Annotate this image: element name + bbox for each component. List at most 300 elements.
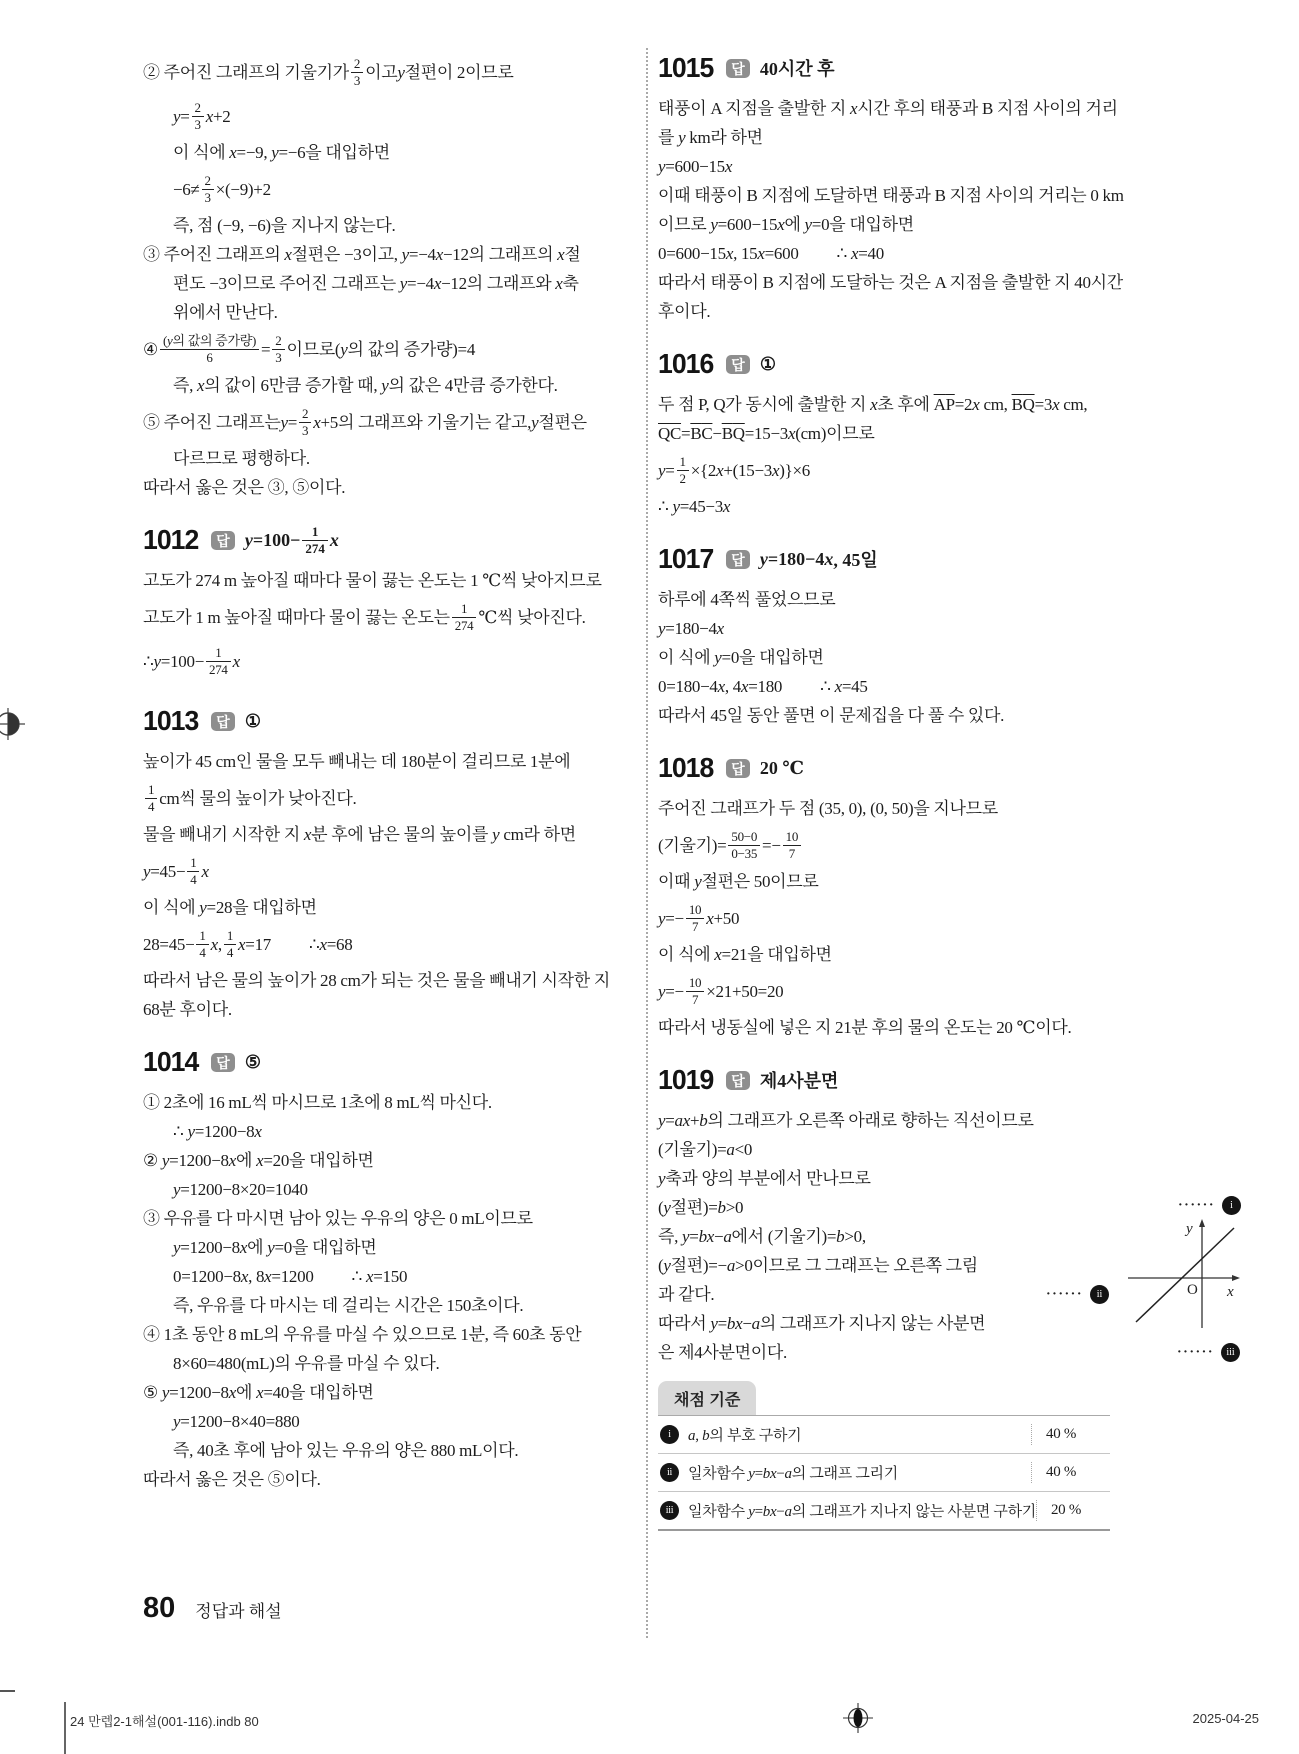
text-run: 다르므로 평행하다. (173, 449, 310, 468)
problem-number: 1013 (143, 705, 199, 736)
solution-line (143, 1378, 648, 1407)
fraction-denominator: 3 (353, 72, 361, 88)
solution-line (143, 269, 648, 298)
text-run: 따라서 남은 물의 높이가 28 cm가 되는 것은 물을 빼내기 시작한 지 (143, 971, 610, 990)
math-variable: y (682, 1227, 690, 1246)
text-run: , (733, 244, 741, 263)
rubric-criterion (679, 1462, 1031, 1483)
math-variable: y (748, 1466, 755, 1482)
answer-badge: 답 (726, 759, 750, 778)
text-run: ∴ (836, 244, 851, 263)
math-variable: x (319, 934, 327, 954)
text-run: 따라서 (658, 1314, 711, 1333)
solution-line (143, 966, 648, 995)
text-run: 즉, 점 (173, 216, 218, 235)
fraction-numerator: 10 (686, 975, 704, 991)
math-run: ×(−9)+2 (215, 179, 271, 199)
fraction (728, 829, 760, 861)
answer-badge: 답 (726, 1071, 750, 1090)
fraction-numerator: 1 (224, 928, 236, 944)
math-run: y=1200−8x (161, 1383, 236, 1402)
fraction (686, 975, 704, 1007)
math-run: y=bx−a (682, 1227, 732, 1246)
math-variable: y (267, 1238, 275, 1257)
math-run: y=− (658, 981, 684, 1001)
overline-segment (1012, 395, 1035, 414)
marker-dots: ······ (1178, 1197, 1216, 1213)
text-run: (mL)의 우유를 마실 수 있다. (240, 1354, 440, 1373)
registration-mark-icon (843, 1703, 873, 1733)
math-run (211, 930, 218, 959)
math-variable: x (228, 1383, 236, 1402)
text-run: 의 그래프의 (468, 245, 558, 264)
math-variable: x (366, 1267, 374, 1286)
math-variable: y (143, 861, 151, 881)
math-variable: b (762, 1504, 770, 1520)
math-variable: x (240, 1267, 249, 1286)
math-variable: x (769, 1504, 777, 1520)
math-variable: x (706, 908, 714, 928)
graph-line (1136, 1228, 1234, 1322)
y-axis-label: y (1186, 1221, 1193, 1237)
math-variable: b (702, 1428, 710, 1444)
math-variable: y (187, 1122, 195, 1141)
math-run (397, 58, 404, 87)
text-run: 절편) (670, 1198, 709, 1217)
crop-mark-icon (0, 1690, 15, 1692)
solution-line (658, 614, 1268, 643)
text-run: 즉, (658, 1227, 683, 1246)
problem-number: 1017 (658, 543, 714, 574)
math-variable: y (153, 651, 161, 671)
solution-line (143, 1436, 648, 1465)
math-variable: x (682, 1111, 690, 1130)
fraction-numerator: 1 (187, 855, 199, 871)
math-run: =b>0 (826, 1227, 862, 1246)
rubric-title: 채점 기준 (658, 1381, 756, 1415)
answer-badge: 답 (211, 531, 235, 550)
text-run: 이므로 그 그래프는 오른쪽 그림 (752, 1256, 978, 1275)
fraction (351, 56, 363, 88)
text-run: 을 대입하면 (291, 1238, 377, 1257)
math-variable: x (210, 934, 218, 954)
text-run: 의 값이 6만큼 증가할 때, (204, 376, 382, 395)
text-run: ① 2초에 16 mL씩 마시므로 1초에 8 mL씩 마신다. (143, 1093, 492, 1112)
math-variable: x (256, 1383, 264, 1402)
answer-text (760, 758, 804, 779)
math-run: y=− (658, 908, 684, 928)
math-run (663, 1198, 670, 1217)
page-footer (143, 1592, 282, 1625)
fraction (145, 782, 157, 814)
answer-badge: 답 (211, 1053, 235, 1072)
math-run: 0=180−4x (658, 677, 725, 696)
text-run: 의 그래프와 기울기는 같고, (337, 412, 532, 432)
math-run: y= (280, 412, 298, 432)
step-marker-iii-icon: iii (660, 1501, 679, 1520)
solution-line (658, 585, 1268, 614)
math-run: − (712, 424, 722, 443)
math-variable: y (658, 908, 666, 928)
page-number: 80 (143, 1592, 176, 1624)
text-run: , (724, 677, 733, 696)
math-run: (35, 0) (818, 799, 863, 818)
math-variable: x (284, 245, 292, 264)
fraction-denominator: 274 (454, 617, 474, 633)
fraction-numerator: 2 (272, 333, 284, 349)
math-run: x+2 (205, 106, 231, 126)
left-column (143, 50, 648, 1516)
text-run: 을 대입하면 (289, 1151, 374, 1170)
math-variable: y (173, 1180, 181, 1199)
math-variable: y (714, 648, 722, 667)
math-run: y=0 (267, 1238, 292, 1257)
solution-line (143, 1117, 648, 1146)
solution-line (143, 444, 648, 473)
text-run: 축 (562, 274, 579, 293)
solution-line (143, 922, 648, 966)
text-run: 따라서 냉동실에 넣은 지 21분 후의 물의 온도는 20 ℃이다. (658, 1018, 1072, 1037)
answer-badge: 답 (726, 59, 750, 78)
text-run: 이 식에 (143, 898, 200, 917)
math-run: 28=45− (143, 934, 195, 954)
fraction-denominator: 6 (206, 349, 213, 365)
text-run: 이 식에 (658, 945, 715, 964)
fraction-numerator: 1 (302, 524, 328, 540)
math-run: (y의 값의 증가량)=4 (334, 339, 476, 359)
math-variable: x (716, 619, 724, 638)
text-run: 에 (247, 1238, 268, 1257)
math-run: −3 (343, 245, 362, 264)
text-run: 축과 양의 부분에서 만나므로 (665, 1169, 871, 1188)
page-footer-label: 정답과 해설 (195, 1602, 282, 1621)
math-variable: x (834, 677, 842, 696)
fraction-denominator: 0−35 (731, 845, 758, 861)
solution-lines (143, 566, 648, 683)
text-run: ( (658, 1256, 664, 1275)
text-run: 하루에 4쪽씩 풀었으므로 (658, 590, 836, 609)
math-variable: a (688, 1428, 696, 1444)
math-run: y=bx−a (710, 1314, 760, 1333)
text-run: ⑤ (244, 1051, 261, 1072)
math-run: x=40 (851, 244, 884, 263)
solution-line (143, 167, 648, 211)
math-variable: x (229, 143, 237, 162)
solution-lines (658, 1106, 1268, 1367)
rubric-row (658, 1492, 1110, 1529)
answer-text (245, 524, 339, 556)
solution-line (658, 123, 1268, 152)
math-run: ×21+50=20 (706, 981, 784, 1001)
rubric-criterion (679, 1500, 1036, 1521)
solution-line (658, 896, 1268, 940)
solution-lines (143, 50, 648, 502)
text-run: ① (244, 710, 261, 731)
math-variable: y (663, 1256, 671, 1275)
text-run: , 45일 (833, 550, 878, 570)
math-run: y=−4x−12 (401, 245, 469, 264)
line-graph-axes-icon (1124, 1216, 1244, 1331)
answer-text (760, 55, 835, 81)
text-run: 절편은 (291, 245, 344, 264)
solution-line (658, 1164, 1268, 1193)
math-run: y=28 (199, 898, 233, 917)
text-run: 따라서 태풍이 B 지점에 도달하는 것은 A 지점을 출발한 지 40시간 (658, 273, 1123, 292)
math-run: −6≠ (173, 179, 200, 199)
math-variable: y (672, 497, 680, 516)
math-variable: y (161, 1151, 170, 1170)
text-run: 높이가 45 cm인 물을 모두 빼내는 데 180분이 걸리므로 1분에 (143, 752, 571, 771)
text-run: 이므로 주어진 그래프는 (226, 274, 400, 293)
math-run: y=600−15x (658, 157, 733, 176)
overline-segment (658, 424, 681, 443)
annotation-marker-i (1178, 1196, 1241, 1215)
fraction (160, 333, 259, 365)
solution-line (658, 210, 1268, 239)
text-run: ④ 1초 동안 8 mL의 우유를 마실 수 있으므로 1분, 즉 60초 동안 (143, 1325, 582, 1344)
step-marker-iii-icon: iii (1221, 1343, 1240, 1362)
math-run: (−9, −6) (217, 216, 271, 235)
math-variable: B (721, 424, 733, 443)
math-variable: A (933, 395, 946, 414)
math-variable: x (725, 244, 734, 263)
text-run: 이고, (361, 245, 402, 264)
problem-heading (143, 524, 648, 556)
problem-block (143, 1046, 648, 1494)
solution-line (143, 1233, 648, 1262)
fraction (192, 100, 204, 132)
solution-lines (143, 747, 648, 1024)
math-variable: a (726, 1140, 735, 1159)
math-variable: y (804, 215, 812, 234)
text-run: 분 후에 남은 물의 높이를 (311, 825, 493, 844)
math-run: x=45 (834, 677, 868, 696)
math-variable: x (264, 1267, 272, 1286)
problem-heading (658, 543, 1268, 575)
fraction (452, 601, 477, 633)
fraction (202, 173, 214, 205)
problem-number: 1015 (658, 52, 714, 83)
solution-line (658, 1013, 1268, 1042)
text-run: 에 (236, 1151, 257, 1170)
text-run: 후이다. (658, 302, 711, 321)
text-run: 의 그래프가 지나지 않는 사분면 (759, 1314, 986, 1333)
solution-line (143, 639, 648, 683)
problem-block (143, 524, 648, 683)
fraction (302, 524, 328, 556)
text-run: 이때 태풍이 B 지점에 도달하면 태풍과 B 지점 사이의 거리는 0 km (658, 186, 1124, 205)
solution-line (143, 1291, 648, 1320)
math-variable: y (678, 128, 686, 147)
problem-heading (658, 348, 1268, 380)
math-run: y=0 (714, 648, 740, 667)
math-variable: y (161, 1383, 170, 1402)
math-run: = (717, 835, 727, 855)
text-run: ℃씩 낮아진다. (478, 607, 586, 627)
fraction-denominator: 4 (226, 944, 234, 960)
step-marker-ii-icon: ii (660, 1463, 679, 1482)
fraction-denominator: 4 (190, 871, 197, 887)
fraction-denominator: 3 (275, 349, 282, 365)
solution-line (658, 643, 1268, 672)
solution-line (658, 701, 1268, 730)
text-run: km라 하면 (685, 128, 763, 147)
problem-number: 1016 (658, 348, 714, 379)
math-run: =3x (1034, 395, 1060, 414)
math-variable: y (381, 376, 389, 395)
solution-line (658, 492, 1268, 521)
math-variable: x (851, 244, 859, 263)
math-variable: x (256, 1151, 264, 1170)
fraction-numerator: 2 (202, 173, 214, 189)
math-run: y=100− (153, 651, 204, 671)
math-variable: x (329, 529, 339, 550)
solution-line (658, 867, 1268, 896)
step-marker-i-icon: i (660, 1425, 679, 1444)
text-run: , (862, 799, 871, 818)
solution-line (143, 1465, 648, 1494)
solution-line (143, 94, 648, 138)
solution-line (658, 239, 1268, 268)
text-run: 따라서 45일 동안 풀면 이 문제집을 다 풀 수 있다. (658, 706, 1005, 725)
math-variable: y (173, 106, 181, 126)
math-variable: x (740, 677, 749, 696)
math-variable: Q (658, 424, 670, 443)
text-run: 태풍이 A 지점을 출발한 지 (658, 99, 851, 118)
math-variable: x (201, 861, 209, 881)
fraction-numerator: (y의 값의 증가량) (160, 333, 259, 349)
solution-line (143, 298, 648, 327)
text-run: 따라서 옳은 것은 ③, ⑤이다. (143, 478, 346, 497)
text-run: 을 지나므로 (913, 799, 998, 818)
math-variable: x (313, 412, 321, 432)
math-variable: y (399, 274, 408, 293)
fraction-denominator: 7 (691, 918, 699, 934)
math-variable: x (757, 244, 765, 263)
fraction-numerator: 1 (677, 454, 689, 470)
math-variable: y (694, 872, 702, 891)
print-info-line (0, 1705, 1299, 1735)
math-variable: x (197, 376, 205, 395)
math-variable: b (762, 1466, 770, 1482)
math-variable: x (724, 157, 733, 176)
text-run: 은 제4사분면이다. (658, 1343, 787, 1362)
math-run: =a<0 (717, 1140, 753, 1159)
x-axis-label: x (1227, 1284, 1234, 1300)
fraction-numerator: 2 (351, 56, 363, 72)
math-variable: x (239, 1238, 248, 1257)
text-run: 20 ℃ (759, 757, 804, 778)
fraction (272, 333, 284, 365)
marker-dots: ······ (1177, 1344, 1215, 1360)
overline-segment (722, 424, 745, 443)
text-run: 에 (236, 1383, 257, 1402)
text-run: 의 그래프가 지나지 않는 사분면 구하기 (791, 1504, 1036, 1520)
solution-line (658, 969, 1268, 1013)
text-run: 절편은 50이므로 (701, 872, 819, 891)
solution-line (143, 240, 648, 269)
text-run: 이 식에 (658, 648, 715, 667)
fraction (686, 902, 704, 934)
solution-line (143, 1262, 648, 1291)
text-run: 고도가 274 m 높아질 때마다 물이 끓는 온도는 1 ℃씩 낮아지므로 (143, 571, 602, 590)
text-run: ∴ (173, 1122, 188, 1141)
text-run: ∴ (658, 497, 673, 516)
text-run: 절편이 2이므로 (404, 62, 514, 82)
math-run: y= (173, 106, 190, 126)
solution-line (143, 327, 648, 371)
solution-line (143, 400, 648, 444)
solution-line (143, 820, 648, 849)
math-run: 0=600−15x (658, 244, 734, 263)
math-variable: y (173, 1412, 181, 1431)
print-file-name: 24 만렙2-1해설(001-116).indb 80 (70, 1714, 259, 1729)
text-run: 편도 (173, 274, 210, 293)
fraction-numerator: 50−0 (728, 829, 760, 845)
math-variable: b (699, 1111, 708, 1130)
math-variable: x (433, 274, 442, 293)
math-variable: y (658, 1169, 666, 1188)
text-run: ② 주어진 그래프의 기울기가 (143, 62, 349, 82)
math-variable: x (714, 945, 722, 964)
math-run: y=600−15x (710, 215, 785, 234)
solution-line (143, 1204, 648, 1233)
text-run: 40시간 후 (759, 59, 835, 79)
step-marker-ii-icon: ii (1090, 1285, 1109, 1304)
fraction (196, 928, 208, 960)
solution-lines (658, 94, 1268, 326)
solution-line (143, 50, 648, 94)
math-variable: b (836, 1227, 845, 1246)
math-variable: y (340, 339, 348, 359)
math-variable: x (228, 1151, 236, 1170)
fraction-numerator: 10 (686, 902, 704, 918)
math-run (555, 274, 562, 293)
math-variable: y (397, 62, 405, 82)
text-run: cm, (1059, 395, 1088, 414)
step-marker-i-icon: i (1222, 1196, 1241, 1215)
problem-number: 1018 (658, 752, 714, 783)
grading-rubric (658, 1381, 1110, 1531)
solution-lines (658, 585, 1268, 730)
text-run: 즉, (173, 376, 198, 395)
fraction-denominator: 274 (305, 540, 325, 556)
problem-heading (143, 705, 648, 737)
problem-block (658, 752, 1268, 1042)
text-run: 을 대입하면 (739, 648, 824, 667)
solution-lines (658, 794, 1268, 1042)
math-run (233, 647, 240, 676)
fraction-denominator: 7 (788, 845, 795, 861)
math-variable: x (557, 245, 565, 264)
text-run: 초 후에 (877, 395, 934, 414)
solution-line (143, 995, 648, 1024)
text-run: 의 값은 4만큼 증가한다. (388, 376, 558, 395)
math-run: y=ax+b (658, 1111, 708, 1130)
solution-line (658, 823, 1268, 867)
problem-block (658, 1064, 1268, 1531)
math-variable: a (723, 1227, 732, 1246)
math-variable: x (706, 1227, 715, 1246)
fraction-numerator: 1 (452, 601, 477, 617)
math-run: x=−9 (229, 143, 264, 162)
math-run: 8×60=480 (173, 1354, 241, 1373)
solution-line (658, 268, 1268, 297)
math-variable: y (658, 157, 666, 176)
fraction-denominator: 3 (204, 189, 211, 205)
fraction (783, 829, 801, 861)
text-run: (cm)이므로 (795, 424, 875, 443)
